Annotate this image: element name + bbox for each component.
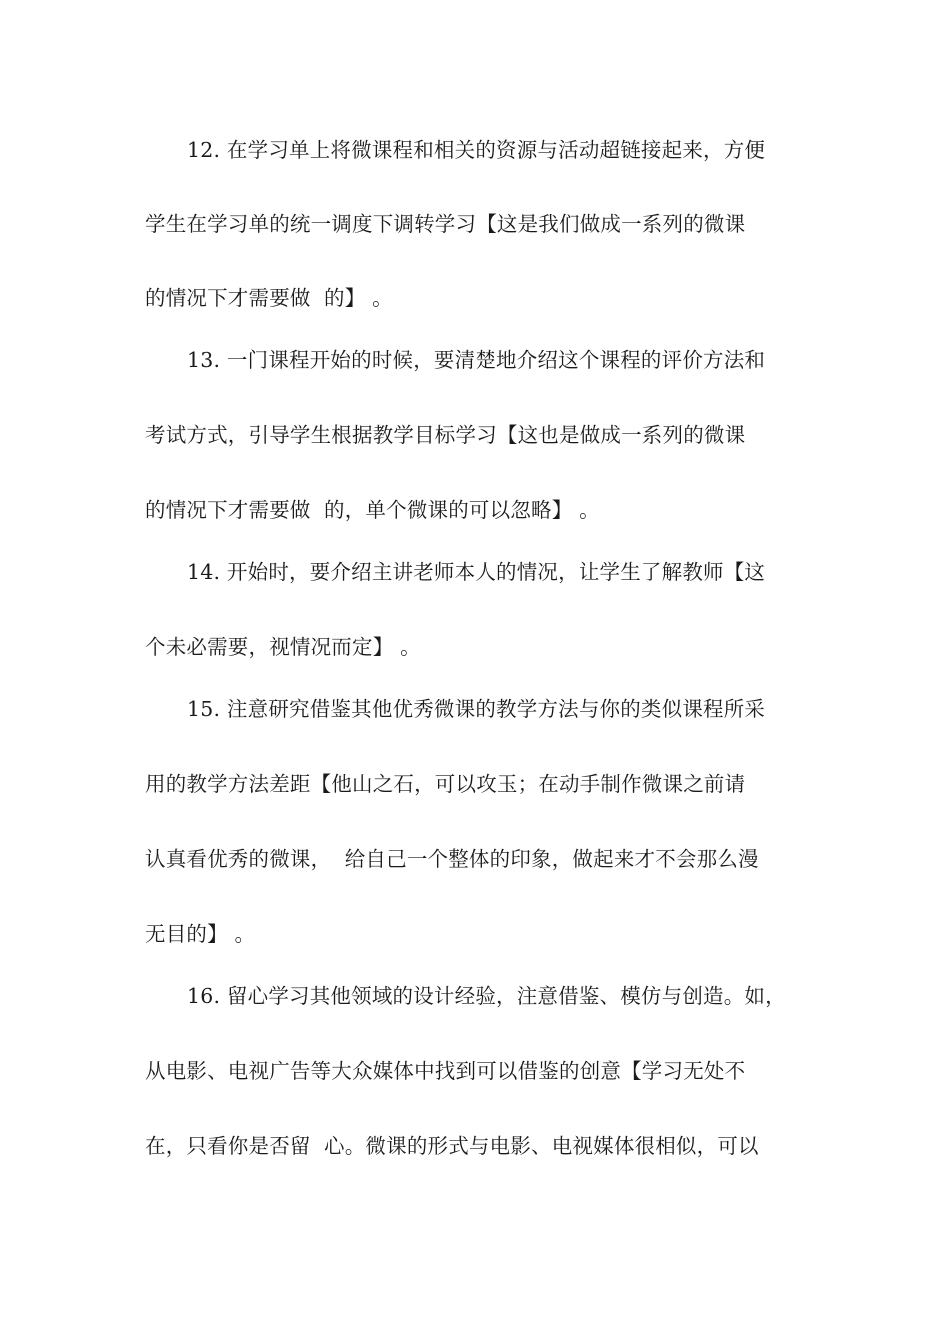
paragraph-15-line-4: 无目的】 。 [145, 922, 256, 946]
paragraph-13-line-3: 的情况下才需要做 的，单个微课的可以忽略】 。 [145, 498, 600, 522]
paragraph-16-line-1: 16. 留心学习其他领域的设计经验，注意借鉴、模仿与创造。如， [187, 984, 786, 1008]
paragraph-13-line-1: 13. 一门课程开始的时候，要清楚地介绍这个课程的评价方法和 [187, 348, 766, 372]
paragraph-12-line-2: 学生在学习单的统一调度下调转学习【这是我们做成一系列的微课 [145, 212, 746, 236]
paragraph-16-line-3: 在，只看你是否留 心。微课的形式与电影、电视媒体很相似，可以 [145, 1134, 759, 1158]
paragraph-14-line-2: 个未必需要，视情况而定】 。 [145, 635, 421, 659]
paragraph-16-line-2: 从电影、电视广告等大众媒体中找到可以借鉴的创意【学习无处不 [145, 1059, 746, 1083]
paragraph-15-line-3: 认真看优秀的微课， 给自己一个整体的印象，做起来才不会那么漫 [145, 847, 759, 871]
paragraph-12-line-1: 12. 在学习单上将微课程和相关的资源与活动超链接起来，方便 [187, 138, 766, 162]
paragraph-12-line-3: 的情况下才需要做 的】 。 [145, 286, 393, 310]
paragraph-15-line-1: 15. 注意研究借鉴其他优秀微课的教学方法与你的类似课程所采 [187, 697, 766, 721]
paragraph-15-line-2: 用的教学方法差距【他山之石，可以攻玉；在动手制作微课之前请 [145, 772, 746, 796]
paragraph-13-line-2: 考试方式，引导学生根据教学目标学习【这也是做成一系列的微课 [145, 423, 746, 447]
paragraph-14-line-1: 14. 开始时，要介绍主讲老师本人的情况，让学生了解教师【这 [187, 560, 766, 584]
